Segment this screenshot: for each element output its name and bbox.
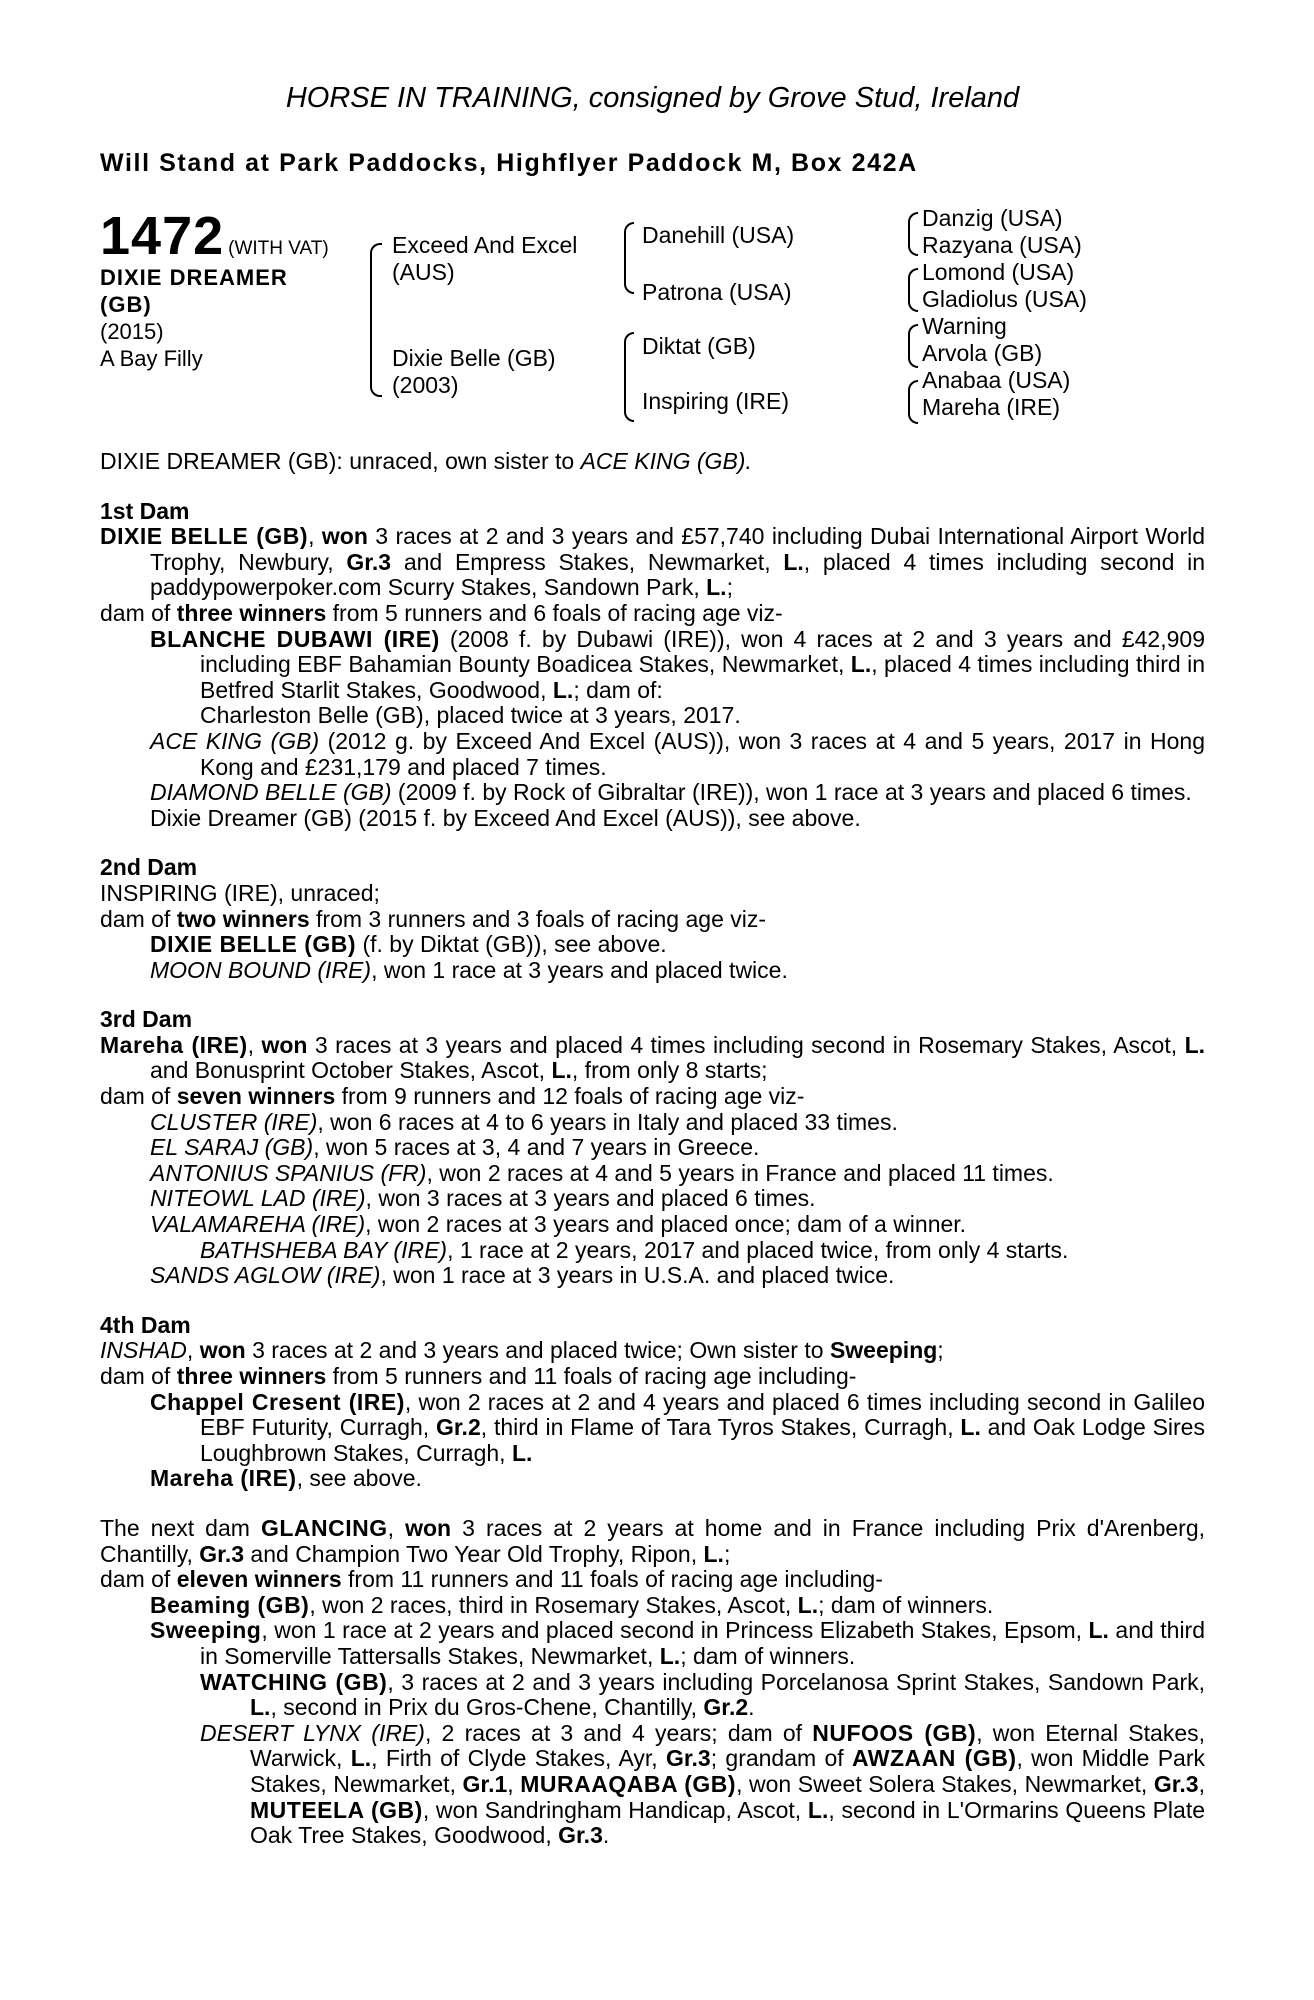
gen3-8: Mareha (IRE) bbox=[922, 394, 1061, 420]
gen3-5: Warning bbox=[922, 313, 1007, 339]
dam3-progeny-3: ANTONIUS SPANIUS (FR), won 2 races at 4 and 5 years in France and placed 11 times. bbox=[150, 1159, 1054, 1186]
catalogue-body bbox=[100, 449, 1205, 1849]
gen3-2: Razyana (USA) bbox=[922, 232, 1082, 258]
dam2-heading: 2nd Dam bbox=[100, 854, 198, 881]
dam3-progeny-1: CLUSTER (IRE), won 6 races at 4 to 6 years in Italy and placed 33 times. bbox=[150, 1108, 898, 1135]
consignment-line: HORSE IN TRAINING, consigned by Grove Stud, Ireland bbox=[285, 82, 1020, 114]
horse-year: (2015) bbox=[100, 319, 164, 344]
brace-gen1 bbox=[370, 243, 382, 397]
dam1-progeny-blanche: BLANCHE DUBAWI (IRE) (2008 f. by Dubawi (IRE)), won 4 races at 2 and 3 years and £42,909 including EBF Bahamian Bounty Boadicea Stakes, Newmarket, L., placed 4 times including third in Betfred Starlit Stakes, Goodwood, L.; dam of: bbox=[150, 625, 1205, 703]
dam-dam: Inspiring (IRE) bbox=[642, 388, 789, 414]
nextdam-progeny-sweeping: Sweeping, won 1 race at 2 years and placed second in Princess Elizabeth Stakes, Epsom, L. and third in Somerville Tattersalls Stakes, Newmarket, L.; dam of winners. bbox=[150, 1617, 1205, 1669]
dam4-produce: dam of three winners from 5 runners and 11 foals of racing age including- bbox=[100, 1363, 857, 1389]
nextdam-grand-progeny-watching: WATCHING (GB), 3 races at 2 and 3 years including Porcelanosa Sprint Stakes, Sandown Park, L., second in Prix du Gros-Chene, Chantilly, Gr.2. bbox=[200, 1668, 1206, 1721]
sire-country: (AUS) bbox=[392, 259, 455, 285]
dam3-progeny-6: SANDS AGLOW (IRE), won 1 race at 3 years in U.S.A. and placed twice. bbox=[150, 1262, 895, 1289]
dam2-produce: dam of two winners from 3 runners and 3 foals of racing age viz- bbox=[100, 905, 767, 932]
dam4-progeny-mareha: Mareha (IRE), see above. bbox=[150, 1465, 422, 1492]
horse-name: DIXIE DREAMER bbox=[100, 265, 288, 290]
gen3-7: Anabaa (USA) bbox=[922, 367, 1071, 393]
brace-gen3d bbox=[908, 380, 918, 424]
lot-number: 1472 bbox=[100, 206, 225, 266]
sire-dam: Patrona (USA) bbox=[642, 279, 792, 305]
gen3-1: Danzig (USA) bbox=[922, 205, 1063, 231]
dam-name: Dixie Belle (GB) bbox=[392, 345, 556, 371]
horse-description: A Bay Filly bbox=[100, 346, 203, 371]
vat-note: (WITH VAT) bbox=[228, 238, 329, 259]
lot-info bbox=[100, 264, 340, 372]
dam2-record: INSPIRING (IRE), unraced; bbox=[100, 879, 380, 906]
dam1-grand-progeny: Charleston Belle (GB), placed twice at 3 years, 2017. bbox=[200, 702, 741, 729]
dam3-heading: 3rd Dam bbox=[100, 1006, 193, 1033]
brace-gen3c bbox=[908, 324, 918, 368]
dam4-record: INSHAD, won 3 races at 2 and 3 years and placed twice; Own sister to Sweeping; bbox=[100, 1337, 944, 1364]
dam3-progeny-5: VALAMAREHA (IRE), won 2 races at 3 years and placed once; dam of a winner. bbox=[150, 1211, 967, 1238]
dam3-produce: dam of seven winners from 9 runners and 12 foals of racing age viz- bbox=[100, 1083, 805, 1110]
gen3-3: Lomond (USA) bbox=[922, 259, 1075, 285]
location-line: Will Stand at Park Paddocks, Highflyer Paddock M, Box 242A bbox=[100, 149, 918, 177]
dam3-grand-progeny: BATHSHEBA BAY (IRE), 1 race at 2 years, 2017 and placed twice, from only 4 starts. bbox=[200, 1236, 1069, 1263]
summary: DIXIE DREAMER (GB): unraced, own sister to ACE KING (GB). bbox=[100, 448, 752, 474]
dam-sire: Diktat (GB) bbox=[642, 333, 756, 359]
dam3-progeny-2: EL SARAJ (GB), won 5 races at 3, 4 and 7 years in Greece. bbox=[150, 1134, 760, 1161]
dam3-progeny-4: NITEOWL LAD (IRE), won 3 races at 3 years and placed 6 times. bbox=[150, 1185, 816, 1212]
sire-name: Exceed And Excel bbox=[392, 232, 578, 258]
nextdam-record: The next dam GLANCING, won 3 races at 2 years at home and in France including Prix d'Arenberg, Chantilly, Gr.3 and Champion Two Year Old Trophy, Ripon, L.; bbox=[100, 1514, 1205, 1567]
brace-gen2b bbox=[624, 332, 634, 422]
dam1-heading: 1st Dam bbox=[100, 497, 190, 524]
brace-gen3a bbox=[908, 212, 918, 256]
dam2-progeny-dixie: DIXIE BELLE (GB) (f. by Diktat (GB)), see above. bbox=[150, 931, 667, 958]
dam1-progeny-dixie: Dixie Dreamer (GB) (2015 f. by Exceed And Excel (AUS)), see above. bbox=[150, 804, 861, 831]
dam4-progeny-chappel: Chappel Cresent (IRE), won 2 races at 2 and 4 years and placed 6 times including second in Galileo EBF Futurity, Curragh, Gr.2, third in Flame of Tara Tyros Stakes, Curragh, L. and Oak Lodge Sires Loughbrown Stakes, Curragh, L. bbox=[150, 1388, 1205, 1466]
dam-year: (2003) bbox=[392, 372, 459, 398]
dam3-record: Mareha (IRE), won 3 races at 3 years and placed 4 times including second in Rosemary Stakes, Ascot, L. and Bonusprint October Stakes, Ascot, L., from only 8 starts; bbox=[100, 1031, 1206, 1084]
dam4-heading: 4th Dam bbox=[100, 1311, 191, 1338]
sire-sire: Danehill (USA) bbox=[642, 222, 795, 248]
dam2-progeny-moon: MOON BOUND (IRE), won 1 race at 3 years and placed twice. bbox=[150, 956, 788, 983]
nextdam-grand-progeny-desert: DESERT LYNX (IRE), 2 races at 3 and 4 years; dam of NUFOOS (GB), won Eternal Stakes, Warwick, L., Firth of Clyde Stakes, Ayr, Gr.3; grandam of AWZAAN (GB), won Middle Park Stakes, Newmarket, Gr.1, MURAAQABA (GB), won Sweet Solera Stakes, Newmarket, Gr.3, MUTEELA (GB), won Sandringham Handicap, Ascot, L., second in L'Ormarins Queens Plate Oak Tree Stakes, Goodwood, Gr.3. bbox=[200, 1719, 1206, 1849]
nextdam-progeny-beaming: Beaming (GB), won 2 races, third in Rosemary Stakes, Ascot, L.; dam of winners. bbox=[150, 1591, 994, 1618]
gen3-list bbox=[922, 205, 1087, 421]
gen3-6: Arvola (GB) bbox=[922, 340, 1043, 366]
horse-country: (GB) bbox=[100, 292, 152, 317]
nextdam-produce: dam of eleven winners from 11 runners and 11 foals of racing age including- bbox=[100, 1566, 883, 1593]
brace-gen3b bbox=[908, 268, 918, 312]
dam1-produce: dam of three winners from 5 runners and 6 foals of racing age viz- bbox=[100, 599, 783, 626]
lot-header bbox=[100, 205, 329, 267]
dam1-progeny-diamond: DIAMOND BELLE (GB) (2009 f. by Rock of Gibraltar (IRE)), won 1 race at 3 years and placed 6 times. bbox=[150, 779, 1192, 806]
sire bbox=[392, 232, 577, 286]
gen3-4: Gladiolus (USA) bbox=[922, 286, 1087, 312]
dam bbox=[392, 345, 556, 399]
dam1-progeny-ace: ACE KING (GB) (2012 g. by Exceed And Excel (AUS)), won 3 races at 4 and 5 years, 2017 in Hong Kong and £231,179 and placed 7 times. bbox=[150, 727, 1205, 780]
dam1-record: DIXIE BELLE (GB), won 3 races at 2 and 3 years and £57,740 including Dubai International Airport World Trophy, Newbury, Gr.3 and Empress Stakes, Newmarket, L., placed 4 times including second in paddypowerpoker.com Scurry Stakes, Sandown Park, L.; bbox=[100, 523, 1206, 601]
brace-gen2a bbox=[624, 222, 634, 294]
